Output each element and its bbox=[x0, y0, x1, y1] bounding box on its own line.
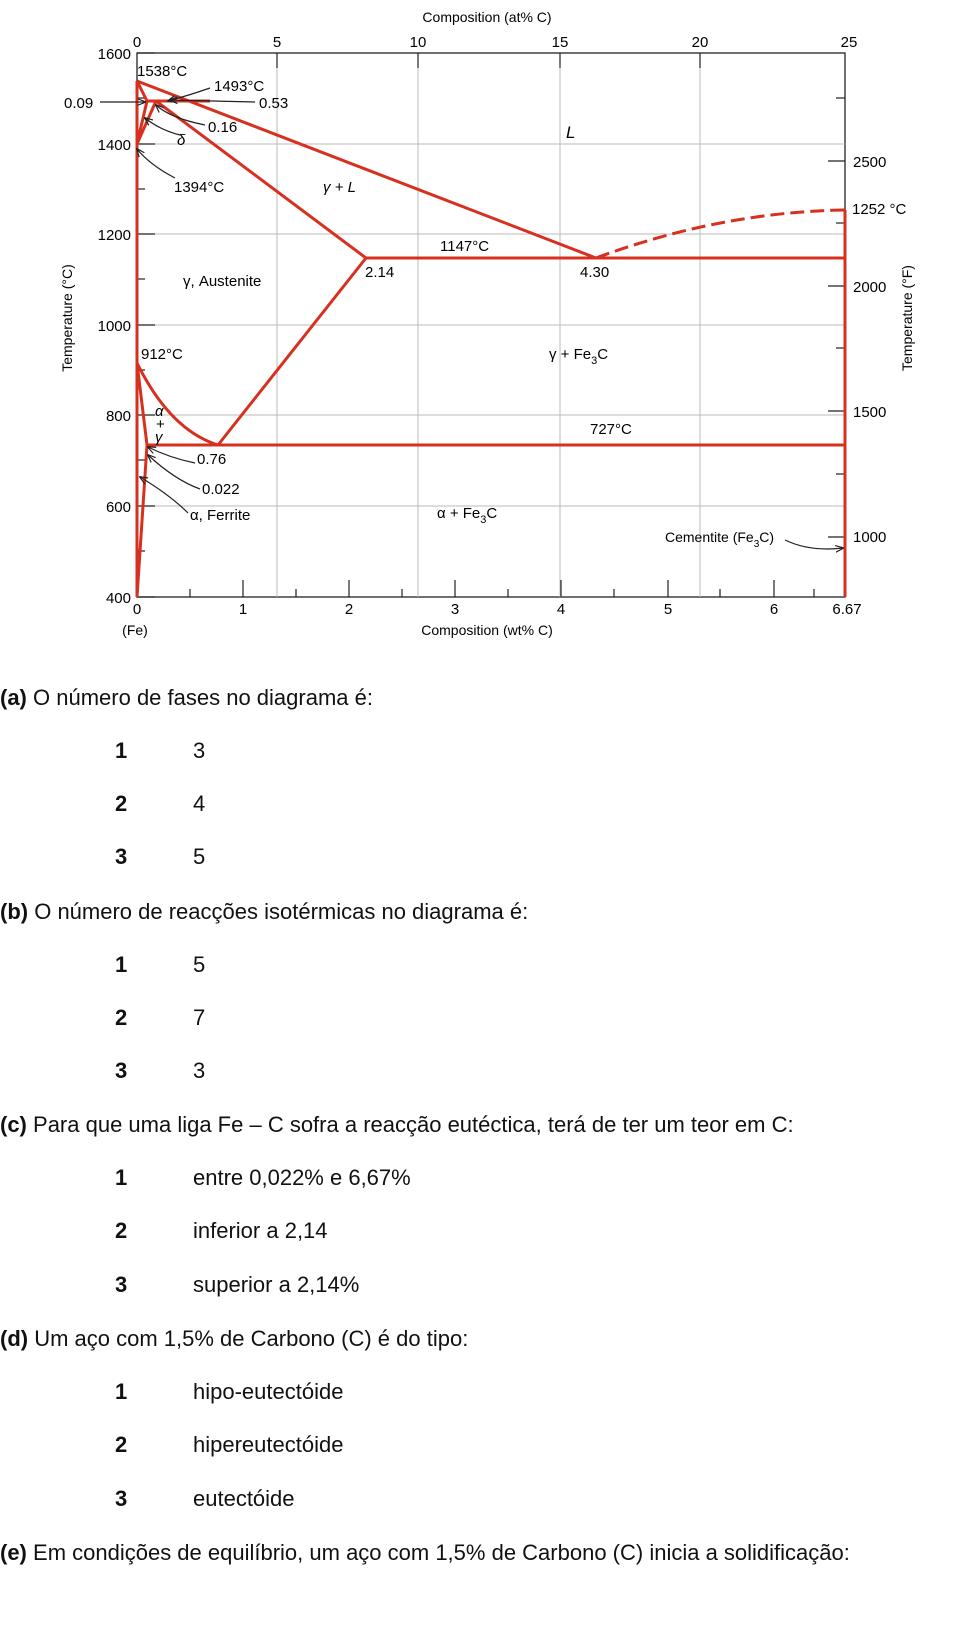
left-tick-label: 1000 bbox=[97, 318, 131, 335]
diagram-annotations bbox=[64, 63, 907, 550]
bottom-tick-labels bbox=[133, 601, 862, 618]
bottom-tick-label: 2 bbox=[344, 601, 354, 618]
option-number: 2 bbox=[115, 791, 128, 816]
right-tick-label: 2000 bbox=[853, 279, 887, 296]
left-tick-label: 800 bbox=[105, 408, 131, 425]
question-text: O número de reacções isotérmicas no diagrama é: bbox=[34, 899, 529, 924]
bottom-tick-label: 5 bbox=[663, 601, 673, 618]
annotation-727: 727°C bbox=[590, 421, 632, 438]
question-text: Em condições de equilíbrio, um aço com 1,5% de Carbono (C) inicia a solidificação: bbox=[33, 1540, 850, 1565]
region-gamma-fe3c: $\gamma + Fe_3C$ bbox=[549, 346, 609, 367]
top-tick-label: 0 bbox=[132, 34, 142, 51]
annotation-1493: 1493°C bbox=[214, 78, 265, 95]
question-text: Para que uma liga Fe – C sofra a reacção eutéctica, terá de ter um teor em C: bbox=[33, 1112, 794, 1137]
option-text: inferior a 2,14 bbox=[193, 1218, 328, 1243]
question-a bbox=[0, 685, 373, 711]
bottom-tick-label: 1 bbox=[238, 601, 248, 618]
right-tick-label: 1500 bbox=[853, 404, 887, 421]
left-tick-label: 400 bbox=[105, 590, 131, 607]
question-text: O número de fases no diagrama é: bbox=[33, 685, 373, 710]
option-number: 1 bbox=[115, 1379, 128, 1404]
region-austenite: γ, Austenite bbox=[183, 273, 262, 290]
option-number: 2 bbox=[115, 1432, 128, 1457]
annotation-0022: 0.022 bbox=[202, 481, 240, 498]
question-label: (c) bbox=[0, 1112, 27, 1137]
annotation-912: 912°C bbox=[141, 346, 183, 363]
annotation-1252: 1252 °C bbox=[852, 201, 907, 218]
left-tick-label: 1600 bbox=[97, 46, 131, 63]
left-tick-labels bbox=[98, 46, 131, 607]
option-number: 3 bbox=[115, 844, 128, 869]
region-liquid: L bbox=[566, 123, 576, 142]
option-number: 2 bbox=[115, 1218, 128, 1243]
left-tick-label: 1400 bbox=[97, 137, 131, 154]
region-ferrite: α, Ferrite bbox=[190, 507, 251, 524]
fe-c-phase-diagram bbox=[0, 0, 960, 660]
bottom-tick-label: 4 bbox=[556, 601, 566, 618]
annotation-1147: 1147°C bbox=[440, 238, 490, 255]
option-text: 3 bbox=[193, 1058, 206, 1083]
option-text: hipo-eutectóide bbox=[193, 1379, 344, 1404]
left-axis-title: Temperature (°C) bbox=[59, 264, 75, 372]
annotation-076: 0.76 bbox=[197, 451, 227, 468]
question-c bbox=[0, 1112, 794, 1138]
option-text: 7 bbox=[193, 1005, 206, 1030]
question-text: Um aço com 1,5% de Carbono (C) é do tipo: bbox=[34, 1326, 469, 1351]
left-tick-label: 1200 bbox=[97, 227, 131, 244]
top-tick-label: 5 bbox=[272, 34, 282, 51]
fe-label: (Fe) bbox=[122, 622, 148, 638]
question-b bbox=[0, 899, 528, 925]
label-arrows bbox=[97, 88, 843, 549]
question-label: (a) bbox=[0, 685, 27, 710]
annotation-cementite: Cementite $(Fe_3C)$ bbox=[665, 529, 775, 550]
option-text: 4 bbox=[193, 791, 206, 816]
bottom-axis-title: Composition (wt% C) bbox=[421, 622, 553, 638]
bottom-tick-label: 0 bbox=[132, 601, 142, 618]
top-axis-title: Composition (at% C) bbox=[422, 9, 552, 25]
option-number: 3 bbox=[115, 1272, 128, 1297]
bottom-tick-label: 3 bbox=[450, 601, 460, 618]
option-number: 3 bbox=[115, 1058, 128, 1083]
option-number: 1 bbox=[115, 738, 128, 763]
option-number: 1 bbox=[115, 952, 128, 977]
top-tick-label: 15 bbox=[551, 34, 569, 51]
option-text: superior a 2,14% bbox=[193, 1272, 360, 1297]
question-label: (e) bbox=[0, 1540, 27, 1565]
top-tick-label: 25 bbox=[840, 34, 858, 51]
region-gamma: γ bbox=[155, 429, 163, 446]
annotation-053: 0.53 bbox=[259, 95, 289, 112]
region-alpha-fe3c: $\alpha + Fe_3C$ bbox=[437, 505, 498, 526]
option-number: 3 bbox=[115, 1486, 128, 1511]
right-tick-label: 2500 bbox=[853, 154, 887, 171]
top-tick-labels bbox=[133, 34, 858, 51]
option-text: 5 bbox=[193, 952, 206, 977]
annotation-214: 2.14 bbox=[365, 264, 395, 281]
region-gamma-liquid: γ + L bbox=[323, 179, 356, 196]
question-d bbox=[0, 1326, 468, 1352]
question-label: (d) bbox=[0, 1326, 29, 1351]
left-tick-label: 600 bbox=[105, 499, 131, 516]
horizontal-gridlines bbox=[137, 144, 845, 506]
option-text: eutectóide bbox=[193, 1486, 295, 1511]
annotation-016: 0.16 bbox=[208, 119, 238, 136]
option-text: 3 bbox=[193, 738, 206, 763]
top-tick-label: 10 bbox=[409, 34, 427, 51]
region-plus: + bbox=[156, 416, 165, 433]
region-alpha: α bbox=[155, 403, 164, 420]
option-text: entre 0,022% e 6,67% bbox=[193, 1165, 411, 1190]
bottom-tick-label: 6 bbox=[769, 601, 779, 618]
question-e bbox=[0, 1540, 850, 1566]
annotation-1538: 1538°C bbox=[137, 63, 188, 80]
option-number: 1 bbox=[115, 1165, 128, 1190]
option-text: 5 bbox=[193, 844, 206, 869]
option-text: hipereutectóide bbox=[193, 1432, 344, 1457]
annotation-009: 0.09 bbox=[64, 95, 94, 112]
annotation-1394: 1394°C bbox=[174, 179, 225, 196]
top-tick-label: 20 bbox=[691, 34, 709, 51]
question-label: (b) bbox=[0, 899, 29, 924]
right-axis-title: Temperature (°F) bbox=[899, 265, 915, 371]
bottom-tick-label: 6.67 bbox=[832, 601, 862, 618]
annotation-delta: δ bbox=[177, 132, 186, 149]
right-tick-label: 1000 bbox=[853, 529, 887, 546]
option-number: 2 bbox=[115, 1005, 128, 1030]
annotation-430: 4.30 bbox=[580, 264, 610, 281]
